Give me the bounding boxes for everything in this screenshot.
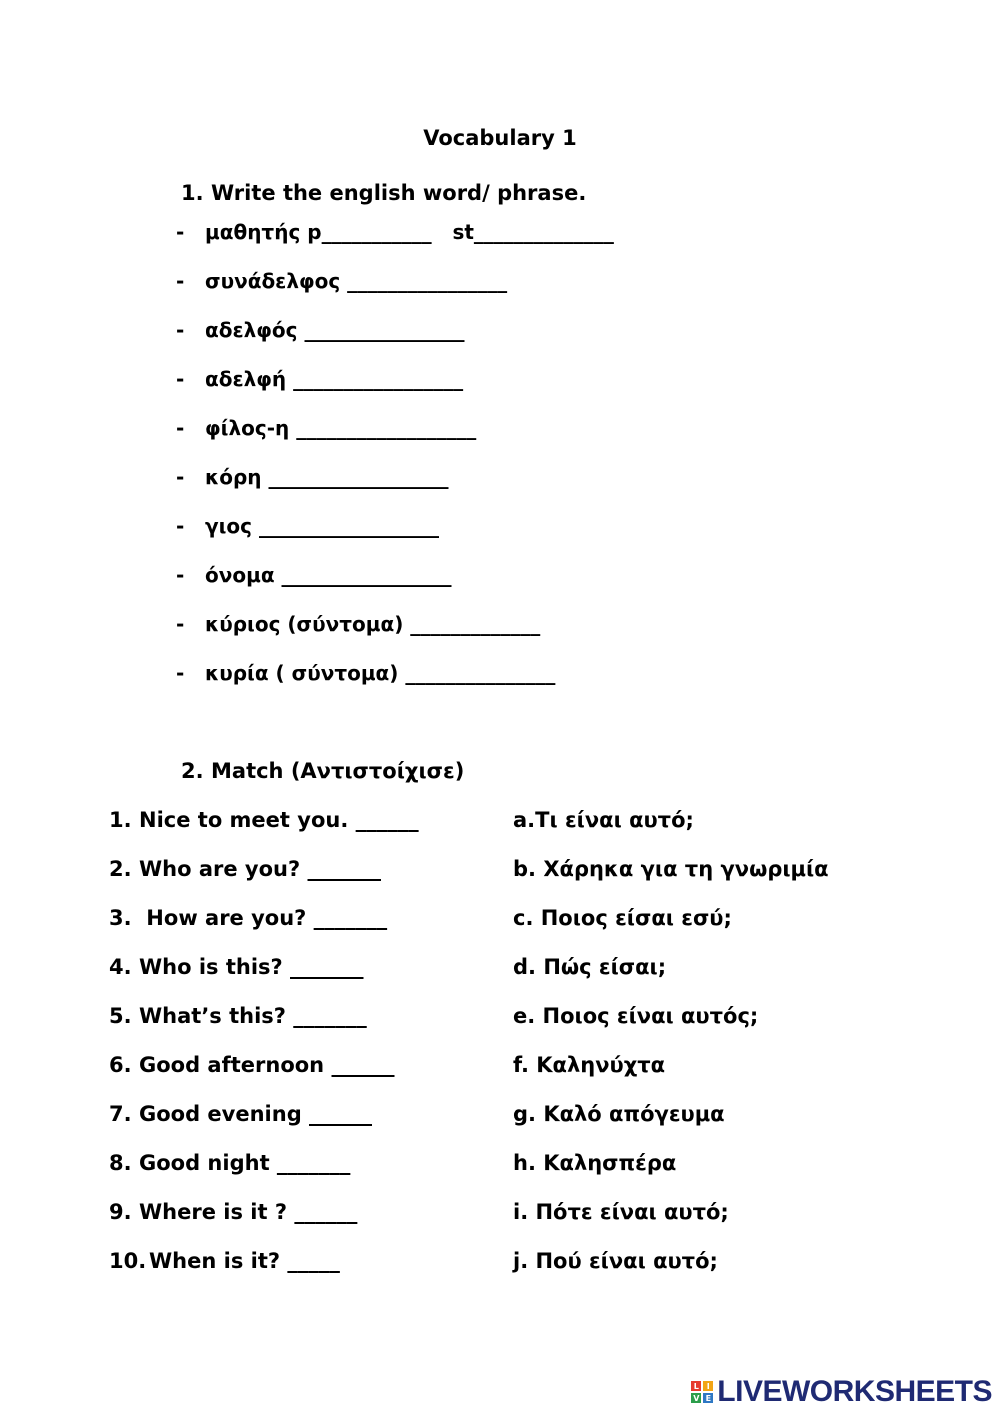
match-question[interactable] — [109, 1249, 340, 1273]
list-dash: - — [176, 465, 185, 489]
vocab-item[interactable] — [176, 563, 452, 587]
match-answer: c. Ποιος είσαι εσύ; — [513, 906, 732, 930]
match-question[interactable] — [109, 906, 387, 930]
vocab-item-text: όνομα _________________ — [205, 563, 452, 587]
item-number: 4. — [109, 955, 132, 979]
vocab-item-text: μαθητής p___________ st______________ — [205, 220, 614, 244]
match-answer: e. Ποιος είναι αυτός; — [513, 1004, 759, 1028]
match-question[interactable] — [109, 1102, 372, 1126]
match-answer: j. Πού είναι αυτό; — [513, 1249, 718, 1273]
vocab-item-text: κόρη __________________ — [205, 465, 449, 489]
list-dash: - — [176, 563, 185, 587]
section-1-heading — [181, 181, 586, 205]
question-text: Who are you? _______ — [139, 857, 381, 881]
vocab-item[interactable] — [176, 220, 614, 244]
match-question[interactable] — [109, 808, 419, 832]
section-heading-text: Match (Αντιστοίχισε) — [211, 759, 465, 783]
vocab-item[interactable] — [176, 416, 476, 440]
item-number: 2. — [109, 857, 132, 881]
vocab-item[interactable] — [176, 269, 507, 293]
vocab-item-text: αδελφός ________________ — [205, 318, 465, 342]
list-dash: - — [176, 318, 185, 342]
question-text: Good afternoon ______ — [139, 1053, 395, 1077]
question-text: Where is it ? ______ — [139, 1200, 358, 1224]
question-text: Good night _______ — [139, 1151, 351, 1175]
section-2-heading — [181, 759, 464, 783]
logo-text: LIVEWORKSHEETS — [717, 1375, 992, 1408]
match-question[interactable] — [109, 1151, 350, 1175]
vocab-item[interactable] — [176, 514, 439, 538]
match-question[interactable] — [109, 1004, 367, 1028]
vocab-item[interactable] — [176, 367, 463, 391]
match-answer: a.Τι είναι αυτό; — [513, 808, 694, 832]
question-text: What’s this? _______ — [139, 1004, 367, 1028]
vocab-item[interactable] — [176, 612, 540, 636]
match-answer: d. Πώς είσαι; — [513, 955, 667, 979]
list-dash: - — [176, 416, 185, 440]
item-number: 6. — [109, 1053, 132, 1077]
list-dash: - — [176, 514, 185, 538]
vocab-item[interactable] — [176, 465, 448, 489]
match-answer: f. Καληνύχτα — [513, 1053, 666, 1077]
section-number: 2. — [181, 759, 204, 783]
section-heading-text: Write the english word/ phrase. — [211, 181, 587, 205]
item-number: 3. — [109, 906, 132, 930]
logo-mark-letter: L — [691, 1381, 701, 1391]
match-question[interactable] — [109, 955, 364, 979]
match-answer: b. Χάρηκα για τη γνωριμία — [513, 857, 829, 881]
vocab-item-text: αδελφή _________________ — [205, 367, 464, 391]
logo-mark-letter: E — [703, 1393, 713, 1403]
section-number: 1. — [181, 181, 204, 205]
match-question[interactable] — [109, 857, 381, 881]
list-dash: - — [176, 220, 185, 244]
question-text: How are you? _______ — [139, 906, 388, 930]
logo-mark-letter: V — [693, 1393, 700, 1403]
vocab-item-text: κύριος (σύντομα) _____________ — [205, 612, 541, 636]
match-question[interactable] — [109, 1053, 394, 1077]
item-number: 8. — [109, 1151, 132, 1175]
vocab-item-text: συνάδελφος ________________ — [205, 269, 508, 293]
match-answer: h. Καλησπέρα — [513, 1151, 677, 1175]
match-answer: i. Πότε είναι αυτό; — [513, 1200, 729, 1224]
logo-mark-letter: I — [703, 1381, 713, 1391]
page-title: Vocabulary 1 — [423, 126, 577, 150]
list-dash: - — [176, 367, 185, 391]
vocab-item-text: κυρία ( σύντομα) _______________ — [205, 661, 556, 685]
liveworksheets-logo — [691, 1375, 992, 1409]
item-number: 7. — [109, 1102, 132, 1126]
vocab-item[interactable] — [176, 318, 464, 342]
match-question[interactable] — [109, 1200, 357, 1224]
item-number: 5. — [109, 1004, 132, 1028]
logo-mark-icon — [691, 1381, 713, 1403]
item-number: 10. — [109, 1249, 147, 1273]
question-text: Good evening ______ — [139, 1102, 373, 1126]
list-dash: - — [176, 612, 185, 636]
list-dash: - — [176, 661, 185, 685]
item-number: 9. — [109, 1200, 132, 1224]
question-text: Who is this? _______ — [139, 955, 364, 979]
question-text: When is it? _____ — [149, 1249, 340, 1273]
vocab-item-text: γιος __________________ — [205, 514, 439, 538]
list-dash: - — [176, 269, 185, 293]
item-number: 1. — [109, 808, 132, 832]
vocab-item-text: φίλος-η __________________ — [205, 416, 477, 440]
question-text: Nice to meet you. ______ — [139, 808, 419, 832]
vocab-item[interactable] — [176, 661, 555, 685]
match-answer: g. Καλό απόγευμα — [513, 1102, 725, 1126]
